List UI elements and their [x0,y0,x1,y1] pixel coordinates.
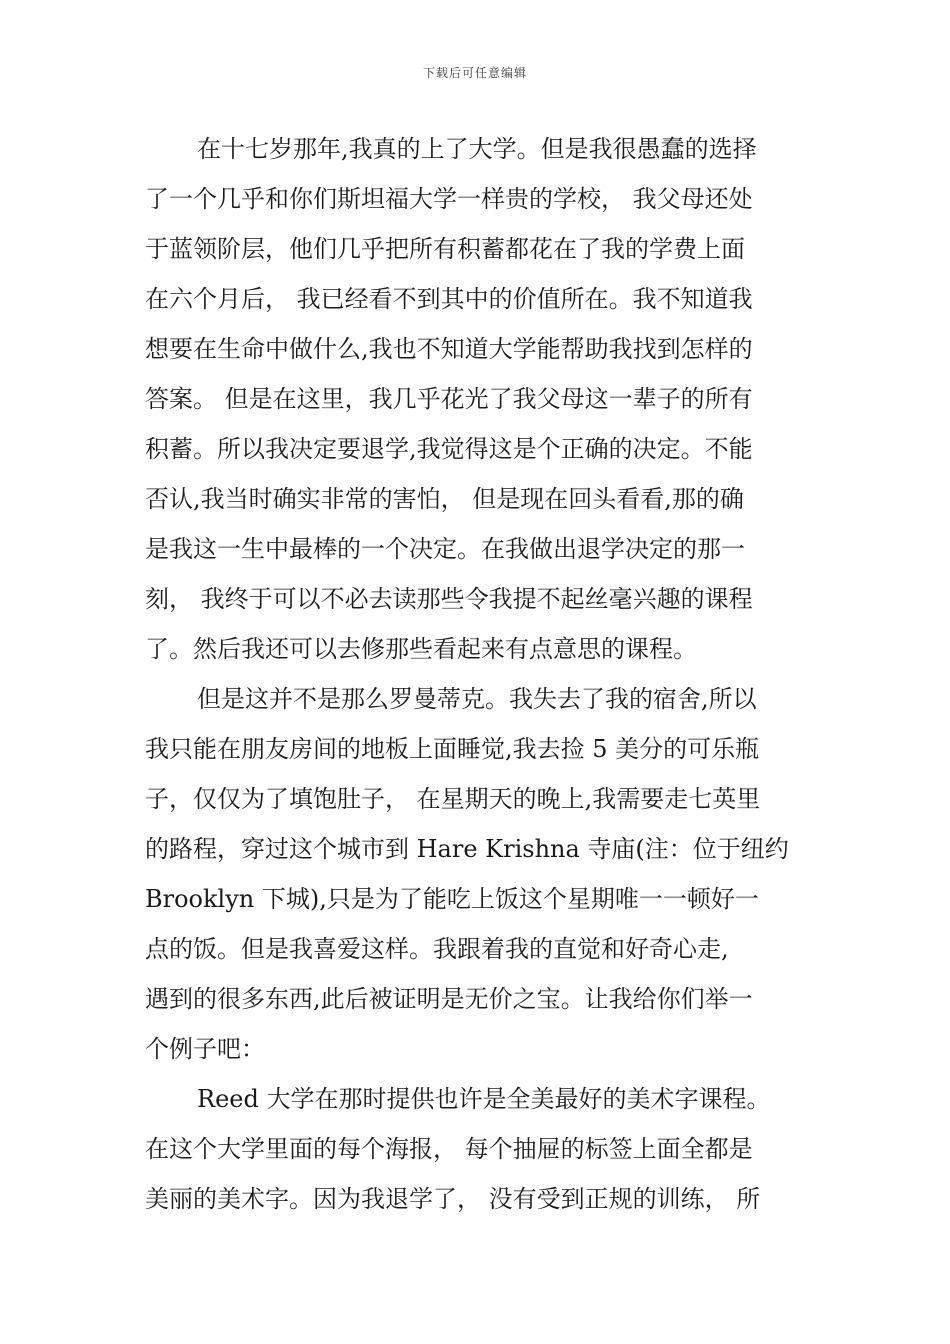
text-line: 遇到的很多东西,此后被证明是无价之宝。让我给你们举一 [145,985,753,1013]
text-line: 在这个大学里面的每个海报， 每个抽屉的标签上面全都是 [145,1135,753,1163]
text-line: 我只能在朋友房间的地板上面睡觉,我去捡 5 美分的可乐瓶 [145,735,760,763]
text-line: 了一个几乎和你们斯坦福大学一样贵的学校， 我父母还处 [145,185,753,213]
text-line: 了。然后我还可以去修那些看起来有点意思的课程。 [145,635,697,663]
text-line: Brooklyn 下城),只是为了能吃上饭这个星期唯一一顿好一 [145,885,759,913]
text-line: 否认,我当时确实非常的害怕， 但是现在回头看看,那的确 [145,485,744,513]
text-line: 于蓝领阶层，他们几乎把所有积蓄都花在了我的学费上面 [145,235,745,263]
text-line: 积蓄。所以我决定要退学,我觉得这是个正确的决定。不能 [145,435,753,463]
text-line: 但是这并不是那么罗曼蒂克。我失去了我的宿舍,所以 [197,685,757,713]
text-line: Reed 大学在那时提供也许是全美最好的美术字课程。 [197,1085,771,1113]
text-line: 的路程，穿过这个城市到 Hare Krishna 寺庙(注：位于纽约 [145,835,789,863]
text-line: 想要在生命中做什么,我也不知道大学能帮助我找到怎样的 [145,335,753,363]
text-line: 个例子吧： [145,1035,265,1063]
text-line: 答案。 但是在这里，我几乎花光了我父母这一辈子的所有 [145,385,753,413]
text-line: 在十七岁那年,我真的上了大学。但是我很愚蠢的选择 [197,135,757,163]
text-line: 刻， 我终于可以不必去读那些令我提不起丝毫兴趣的课程 [145,585,753,613]
document-body [145,124,810,1224]
text-line: 美丽的美术字。因为我退学了， 没有受到正规的训练， 所 [145,1185,761,1213]
text-line: 在六个月后， 我已经看不到其中的价值所在。我不知道我 [145,285,753,313]
page-header: 下载后可任意编辑 [422,66,527,80]
text-line: 是我这一生中最棒的一个决定。在我做出退学决定的那一 [145,535,745,563]
text-line: 子，仅仅为了填饱肚子， 在星期天的晚上,我需要走七英里 [145,785,761,813]
text-line: 点的饭。但是我喜爱这样。我跟着我的直觉和好奇心走, [145,935,729,963]
